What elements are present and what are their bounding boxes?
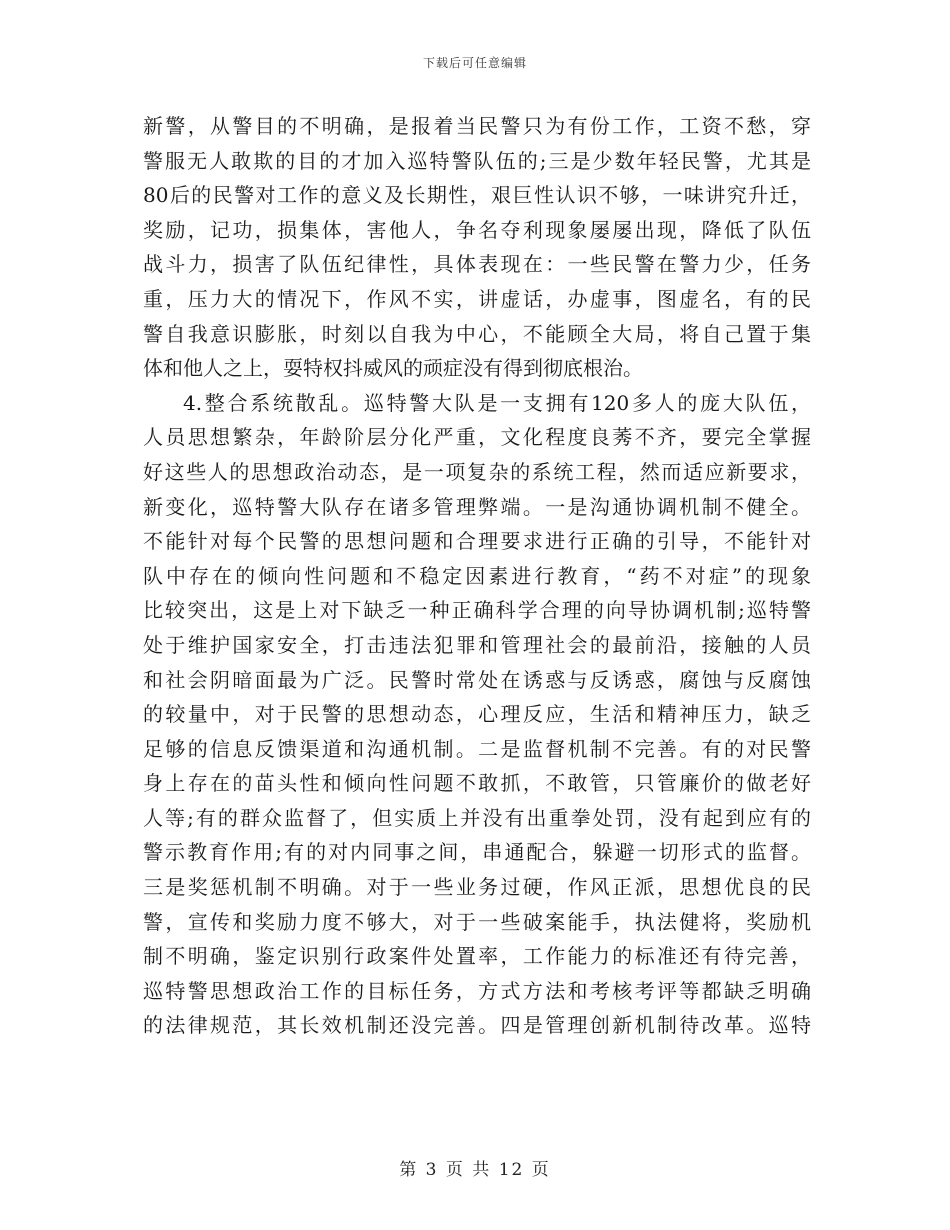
document-body — [143, 109, 811, 1043]
text-line: 警示教育作用;有的对内同事之间，串通配合，躲避一切形式的监督。 — [143, 840, 811, 865]
text-line: 三是奖惩机制不明确。对于一些业务过硬，作风正派，思想优良的民 — [143, 875, 811, 900]
text-line: 人员思想繁杂，年龄阶层分化严重，文化程度良莠不齐，要完全掌握 — [143, 425, 811, 450]
text-line: 的法律规范，其长效机制还没完善。四是管理创新机制待改革。巡特 — [143, 1013, 811, 1038]
paragraph-2 — [143, 386, 811, 1043]
text-line: 足够的信息反馈渠道和沟通机制。二是监督机制不完善。有的对民警 — [143, 736, 811, 761]
text-line: 4.整合系统散乱。巡特警大队是一支拥有120多人的庞大队伍， — [183, 390, 811, 415]
text-line: 的较量中，对于民警的思想动态，心理反应，生活和精神压力，缺乏 — [143, 702, 811, 727]
text-line: 新变化，巡特警大队存在诸多管理弊端。一是沟通协调机制不健全。 — [143, 494, 811, 519]
text-line: 处于维护国家安全，打击违法犯罪和管理社会的最前沿，接触的人员 — [143, 632, 811, 657]
text-line: 不能针对每个民警的思想问题和合理要求进行正确的引导，不能针对 — [143, 529, 811, 554]
text-line: 和社会阴暗面最为广泛。民警时常处在诱惑与反诱惑，腐蚀与反腐蚀 — [143, 667, 811, 692]
text-line: 人等;有的群众监督了，但实质上并没有出重拳处罚，没有起到应有的 — [143, 805, 811, 830]
page-number-footer: 第 3 页 共 12 页 — [399, 1160, 551, 1180]
text-line: 队中存在的倾向性问题和不稳定因素进行教育，“药不对症”的现象 — [143, 563, 811, 588]
page-header: 下载后可任意编辑 — [422, 56, 527, 70]
text-line: 战斗力，损害了队伍纪律性，具体表现在：一些民警在警力少，任务 — [143, 252, 811, 277]
text-line: 新警，从警目的不明确，是报着当民警只为有份工作，工资不愁，穿 — [143, 114, 811, 138]
text-line: 重，压力大的情况下，作风不实，讲虚话，办虚事，图虚名，有的民 — [143, 286, 811, 311]
text-line: 好这些人的思想政治动态，是一项复杂的系统工程，然而适应新要求， — [143, 459, 811, 484]
text-line: 制不明确，鉴定识别行政案件处置率，工作能力的标准还有待完善， — [143, 944, 811, 969]
paragraph-1 — [143, 109, 811, 386]
text-line: 警，宣传和奖励力度不够大，对于一些破案能手，执法健将，奖励机 — [143, 909, 811, 934]
text-line: 80后的民警对工作的意义及长期性，艰巨性认识不够，一味讲究升迁， — [143, 183, 811, 208]
text-line: 警服无人敢欺的目的才加入巡特警队伍的;三是少数年轻民警，尤其是 — [143, 148, 811, 173]
text-line: 体和他人之上，耍特权抖威风的顽症没有得到彻底根治。 — [143, 356, 643, 381]
text-line: 警自我意识膨胀，时刻以自我为中心，不能顾全大局，将自己置于集 — [143, 321, 811, 346]
text-line: 奖励，记功，损集体，害他人，争名夺利现象屡屡出现，降低了队伍 — [143, 217, 811, 242]
text-line: 身上存在的苗头性和倾向性问题不敢抓，不敢管，只管廉价的做老好 — [143, 771, 811, 796]
text-line: 巡特警思想政治工作的目标任务，方式方法和考核考评等都缺乏明确 — [143, 978, 811, 1003]
text-line: 比较突出，这是上对下缺乏一种正确科学合理的向导协调机制;巡特警 — [143, 598, 811, 623]
